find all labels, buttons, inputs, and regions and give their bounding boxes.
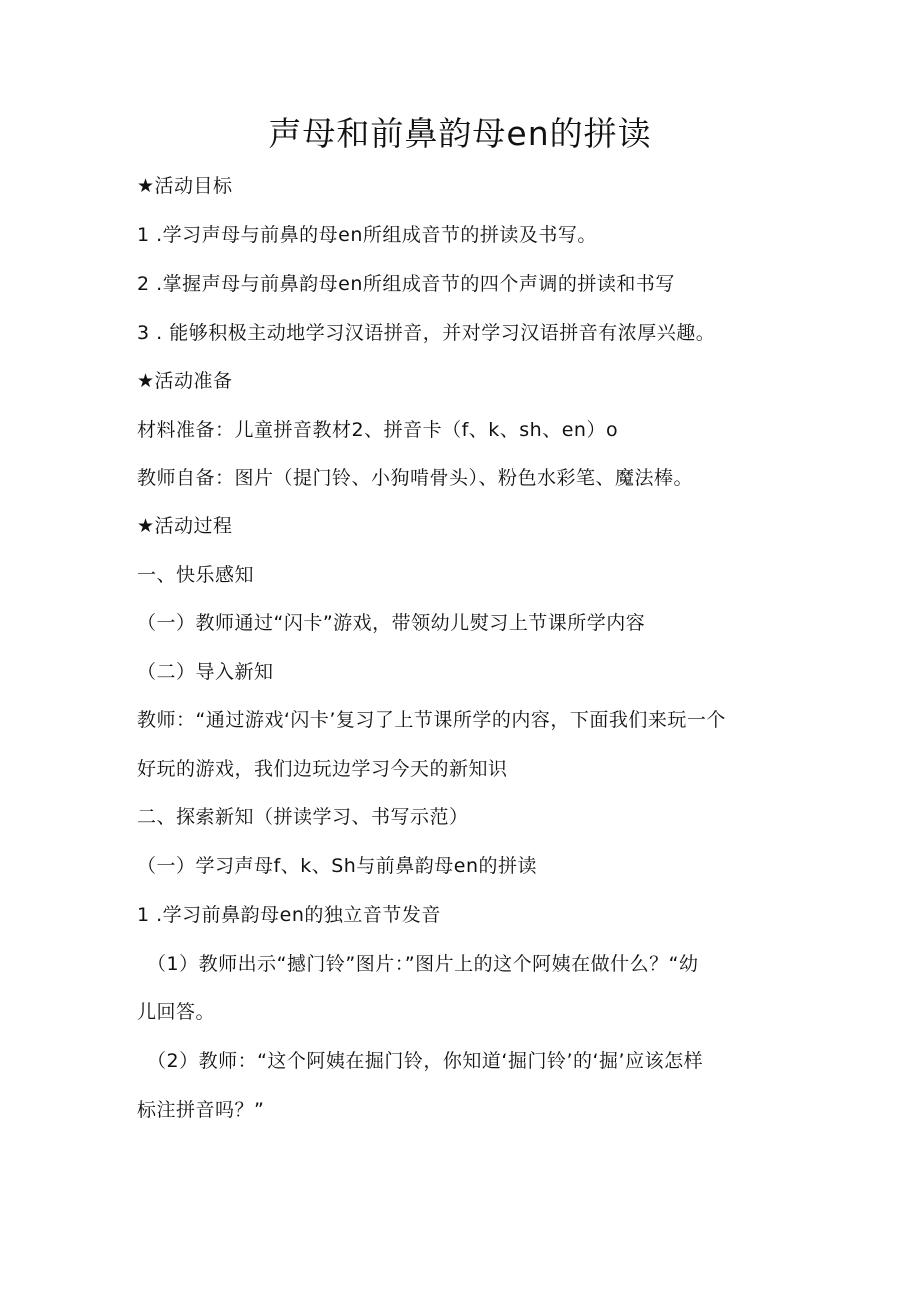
teacher-prep-line: 教师自备：图片（提门铃、小狗啃骨头）、粉色水彩笔、魔法棒。 [137, 467, 694, 489]
goal-item-3: 3 . 能够积极主动地学习汉语拼音，并对学习汉语拼音有浓厚兴趣。 [137, 322, 716, 344]
step-line: （二）导入新知 [137, 661, 274, 683]
goal-item-1: 1 .学习声母与前鼻的母en所组成音节的拼读及书写。 [137, 224, 597, 246]
part-heading-1: 一、快乐感知 [137, 564, 255, 586]
section-heading-process: ★活动过程 [137, 515, 233, 537]
part-heading-2: 二、探索新知（拼读学习、书写示范） [137, 806, 469, 828]
paragraph-line: （1）教师出示“撼门铃”图片：”图片上的这个阿姨在做什么？“幼 [147, 953, 699, 975]
section-heading-preparation: ★活动准备 [137, 370, 233, 392]
document-title: 声母和前鼻韵母en的拼读 [268, 114, 652, 153]
paragraph-line: （2）教师：“这个阿姨在掘门铃，你知道‘掘门铃’的‘掘’应该怎样 [147, 1050, 704, 1072]
paragraph-line: 标注拼音吗？” [137, 1099, 265, 1121]
section-heading-goals: ★活动目标 [137, 175, 233, 197]
goal-item-2: 2 .掌握声母与前鼻韵母en所组成音节的四个声调的拼读和书写 [137, 273, 675, 295]
paragraph-line: 教师：“通过游戏‘闪卡’复习了上节课所学的内容，下面我们来玩一个 [137, 709, 726, 731]
materials-line: 材料准备：儿童拼音教材2、拼音卡（f、k、sh、en）o [137, 419, 619, 441]
step-line: （一）教师通过“闪卡”游戏，带领幼儿熨习上节课所学内容 [137, 612, 646, 634]
paragraph-line: 儿回答。 [137, 1001, 216, 1023]
step-line: （一）学习声母f、k、Sh与前鼻韵母en的拼读 [137, 855, 538, 877]
step-line: 1 .学习前鼻韵母en的独立音节发音 [137, 904, 441, 926]
paragraph-line: 好玩的游戏，我们边玩边学习今天的新知识 [137, 758, 508, 780]
